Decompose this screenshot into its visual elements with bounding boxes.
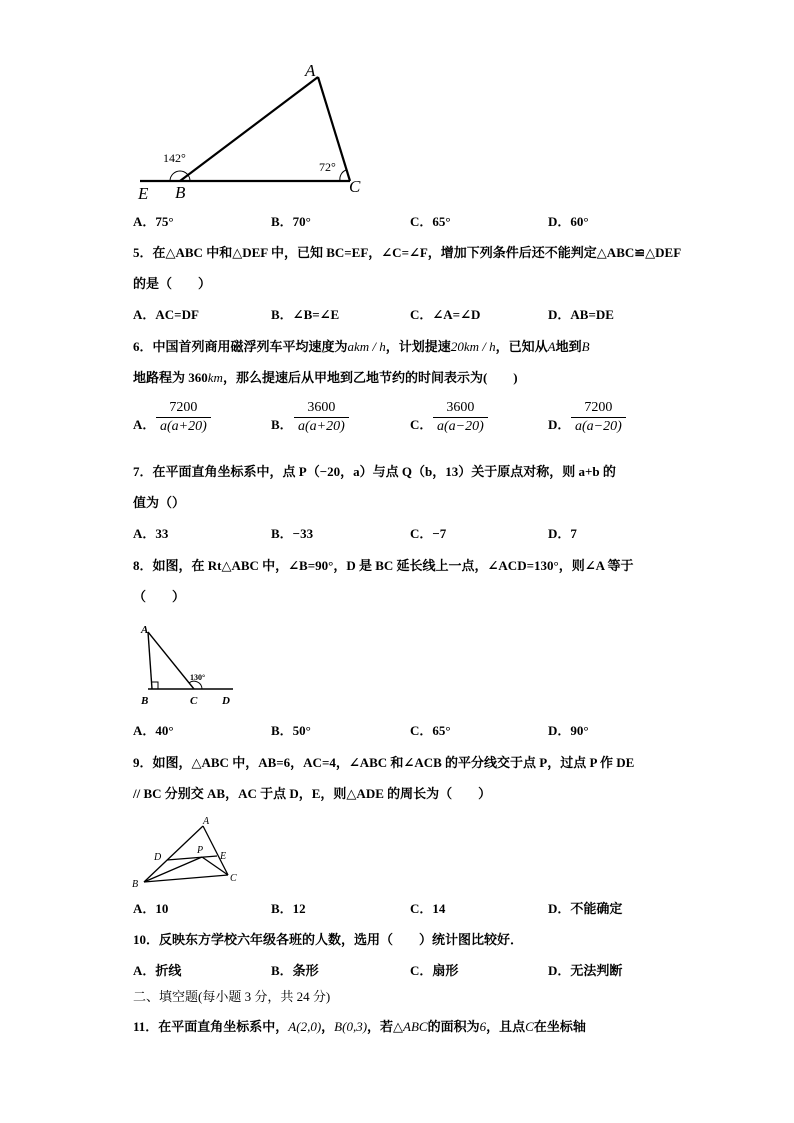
q6-option-b-fraction: $\frac{3600}{a(a+20)}$ — [294, 400, 349, 435]
label-B: B — [141, 695, 149, 707]
q6-increase-unit: 20km / h — [450, 339, 496, 354]
q4-option-b[interactable]: B．70° — [271, 214, 311, 229]
label-C: C — [190, 695, 198, 707]
q11-point-b: B(0,3) — [334, 1019, 368, 1034]
q9-option-c[interactable]: C．14 — [410, 901, 446, 916]
q5-option-a[interactable]: A．AC=DF — [133, 307, 199, 322]
q10-option-b[interactable]: B．条形 — [271, 963, 319, 978]
label-D: D — [154, 852, 162, 863]
q6-stem-line2: 地路程为 360km，那么提速后从甲地到乙地节约的时间表示为( ) — [133, 370, 518, 385]
q10-stem: 10．反映东方学校六年级各班的人数，选用（ ）统计图比较好． — [133, 932, 524, 947]
q8-stem-line1: 8．如图，在 Rt△ABC 中，∠B=90°，D 是 BC 延长线上一点，∠ACD=130°，则∠A 等于 — [133, 558, 634, 573]
q10-option-d[interactable]: D．无法判断 — [548, 963, 623, 978]
line-BA — [180, 77, 318, 181]
q6-speed-unit: akm / h — [347, 339, 386, 354]
q6-option-a-letter[interactable]: A． — [133, 417, 156, 432]
angle-label: 130° — [190, 673, 206, 682]
q5-option-c[interactable]: C．∠A=∠D — [410, 307, 481, 322]
line-AB — [144, 826, 203, 882]
label-C: C — [230, 873, 237, 884]
q9-option-d[interactable]: D．不能确定 — [548, 901, 623, 916]
q6-option-b-letter[interactable]: B． — [271, 417, 293, 432]
q8-option-a[interactable]: A．40° — [133, 723, 174, 738]
q5-option-b[interactable]: B．∠B=∠E — [271, 307, 340, 322]
line-AB — [148, 632, 152, 689]
label-A: A — [305, 61, 316, 80]
q9-stem-line1: 9．如图，△ABC 中，AB=6，AC=4，∠ABC 和∠ACB 的平分线交于点 P，过点 P 作 DE — [133, 755, 635, 770]
q4-option-d[interactable]: D．60° — [548, 214, 589, 229]
q8-option-b[interactable]: B．50° — [271, 723, 311, 738]
figure-angle-bisector-triangle — [130, 812, 245, 892]
q11-stem: 11．在平面直角坐标系中，A(2,0)，B(0,3)，若△ABC的面积为6，且点C在坐标轴 — [133, 1019, 586, 1034]
q6-option-c-letter[interactable]: C． — [410, 417, 433, 432]
label-B: B — [132, 879, 139, 890]
q7-option-c[interactable]: C．−7 — [410, 526, 447, 541]
q4-option-a[interactable]: A．75° — [133, 214, 174, 229]
q5-stem-line1: 5．在△ABC 中和△DEF 中，已知 BC=EF，∠C=∠F，增加下列条件后还不能判定△ABC≌△DEF — [133, 245, 682, 260]
label-E: E — [220, 851, 227, 862]
label-A: A — [141, 624, 149, 636]
figure-triangle-exterior-angle — [135, 58, 375, 204]
q4-option-c[interactable]: C．65° — [410, 214, 451, 229]
figure-right-triangle — [138, 620, 248, 710]
q8-stem-line2: （ ） — [133, 589, 186, 604]
label-A: A — [203, 816, 210, 827]
label-D: D — [222, 695, 230, 707]
q6-stem-line1: 6．中国首列商用磁浮列车平均速度为akm / h，计划提速20km / h，已知从A地到B — [133, 339, 590, 354]
q7-option-b[interactable]: B．−33 — [271, 526, 314, 541]
q7-option-a[interactable]: A．33 — [133, 526, 169, 541]
q8-option-c[interactable]: C．65° — [410, 723, 451, 738]
q9-stem-line2: // BC 分别交 AB，AC 于点 D，E，则△ADE 的周长为（ ） — [133, 786, 492, 801]
q5-stem-line2: 的是（ ） — [133, 276, 212, 291]
q7-stem-line2: 值为（） — [133, 495, 186, 510]
angle-label-C: 72° — [319, 160, 336, 174]
q9-option-a[interactable]: A．10 — [133, 901, 169, 916]
label-E: E — [138, 184, 149, 203]
q6-option-c-fraction: $\frac{3600}{a(a-20)}$ — [433, 400, 488, 435]
q6-option-a-fraction: $\frac{7200}{a(a+20)}$ — [156, 400, 211, 435]
angle-arc-C — [340, 170, 346, 181]
q6-option-d-fraction: $\frac{7200}{a(a-20)}$ — [571, 400, 626, 435]
q6-option-d-letter[interactable]: D． — [548, 417, 571, 432]
q9-option-b[interactable]: B．12 — [271, 901, 306, 916]
q7-option-d[interactable]: D．7 — [548, 526, 577, 541]
q10-option-a[interactable]: A．折线 — [133, 963, 182, 978]
angle-label-B: 142° — [163, 151, 186, 165]
q5-option-d[interactable]: D．AB=DE — [548, 307, 614, 322]
q7-stem-line1: 7．在平面直角坐标系中，点 P（−20，a）与点 Q（b，13）关于原点对称，则 a+b 的 — [133, 464, 616, 479]
right-angle-mark — [152, 682, 158, 689]
section-heading: 二、填空题(每小题 3 分，共 24 分) — [133, 989, 331, 1004]
line-DE — [167, 856, 217, 860]
label-P: P — [197, 845, 204, 856]
q8-option-d[interactable]: D．90° — [548, 723, 589, 738]
line-AC — [148, 632, 194, 689]
label-C: C — [349, 177, 361, 196]
q10-option-c[interactable]: C．扇形 — [410, 963, 459, 978]
q11-point-a: A(2,0) — [288, 1019, 322, 1034]
label-B: B — [175, 183, 186, 202]
